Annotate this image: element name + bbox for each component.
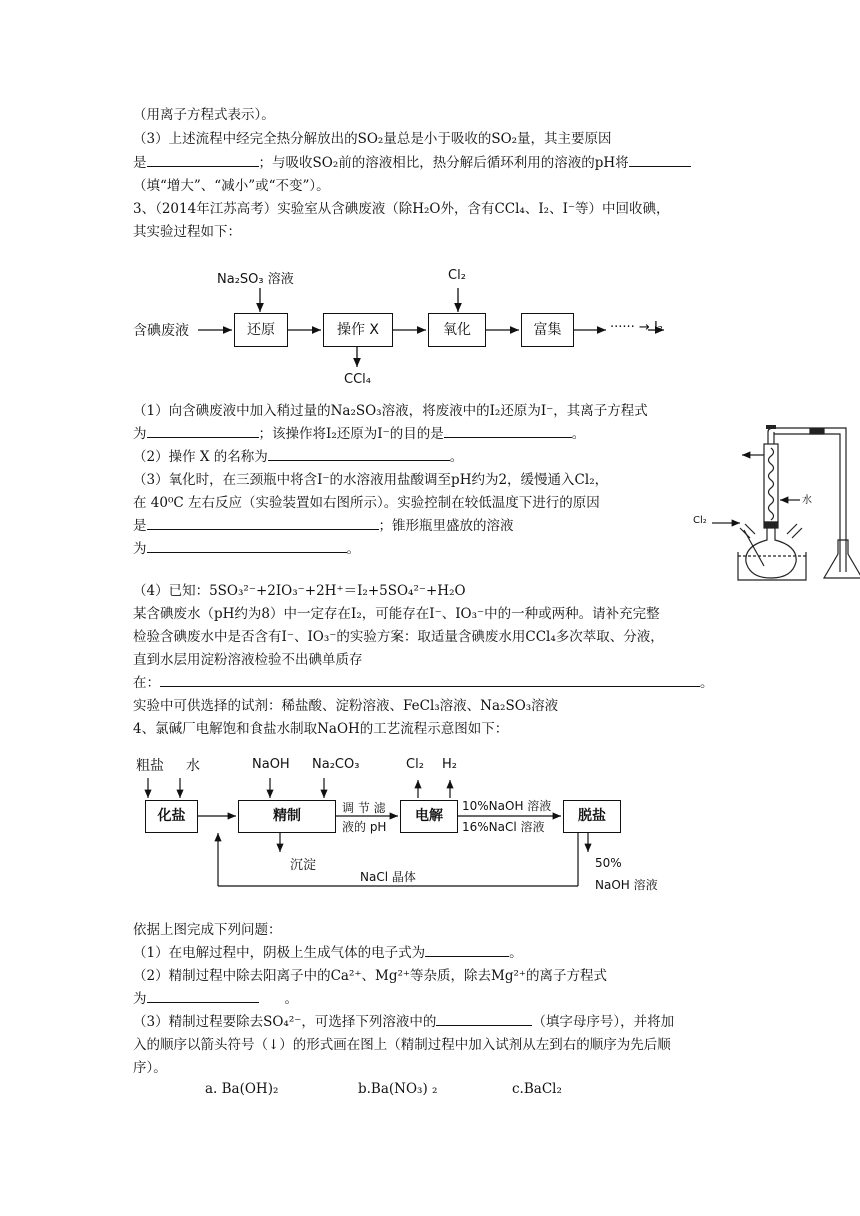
output-label: CCl₄ [344,372,371,387]
text-segment: 。 [284,991,298,1007]
gas-label: H₂ [442,757,457,772]
text-line: 入的顺序以箭头符号（↓）的形式画在图上（精制过程中加入试剂从左到右的顺序为先后顺 [133,1037,671,1053]
text-line: （1）向含碘废液中加入稍过量的Na₂SO₃溶液，将废液中的I₂还原为I⁻，其离子方程式 [133,403,648,419]
stream-label: 16%NaCl 溶液 [462,820,545,834]
text-segment: 是 [133,155,147,171]
text-segment: ；与吸收SO₂前的溶液相比，热分解后循环利用的溶液的pH将 [258,155,629,171]
flow-start: 含碘废液 [133,323,189,339]
water-label: 水 [802,495,812,506]
adjust-label: 液的 pH [342,820,387,834]
text-segment: 为 [133,426,147,442]
adjust-label: 调 节 滤 [342,801,386,815]
text-segment: 为 [133,541,147,557]
flow-end: ······ → I₂ [610,320,663,335]
flow-box-electrolysis: 电解 [400,800,458,833]
precipitate-label: 沉淀 [290,858,317,873]
text-line: 序）。 [133,1060,167,1076]
text-line [133,942,523,964]
text-line: （3）上述流程中经完全热分解放出的SO₂量总是小于吸收的SO₂量，其主要原因 [133,131,612,147]
text-segment: 。 [449,449,464,465]
product-label: 50% [595,856,622,870]
text-segment: 为 [133,991,147,1007]
text-segment: 。 [509,945,523,961]
answer-blank[interactable] [147,988,259,1003]
option-a: a. Ba(OH)₂ [205,1081,279,1097]
text-line: 实验中可供选择的试剂：稀盐酸、淀粉溶液、FeCl₃溶液、Na₂SO₃溶液 [133,698,559,714]
input-label: 粗盐 [136,758,164,774]
stream-label: 10%NaOH 溶液 [462,799,552,813]
text-segment: （3）精制过程要除去SO₄²⁻，可选择下列溶液中的 [133,1014,437,1030]
text-line [133,988,298,1010]
text-segment: 。 [346,541,360,557]
text-segment: （1）在电解过程中，阴极上生成气体的电子式为 [133,945,426,961]
cl2-label: Cl₂ [693,515,707,526]
reagent-label: NaOH [252,757,290,772]
flow-box-oxidize: 氧化 [428,313,486,347]
question-3-title: 3、（2014年江苏高考）实验室从含碘废液（除H₂O外，含有CCl₄、I₂、I⁻等）中回收碘， [133,201,670,217]
flow-box-reduce: 还原 [234,313,288,347]
product-label: NaOH 溶液 [595,878,658,892]
flow-box-refine: 精制 [238,800,336,833]
text-line: 某含碘废水（pH约为8）中一定存在I₂，可能存在I⁻、IO₃⁻中的一种或两种。请补充完整 [133,606,660,622]
text-line: （用离子方程式表示）。 [133,107,275,123]
text-line: 直到水层用淀粉溶液检验不出碘单质存 [133,652,363,668]
text-line: （4）已知：5SO₃²⁻+2IO₃⁻+2H⁺＝I₂+5SO₄²⁻+H₂O [133,583,466,599]
recycle-label: NaCl 晶体 [360,870,416,884]
text-line: （2）精制过程中除去阳离子中的Ca²⁺、Mg²⁺等杂质，除去Mg²⁺的离子方程式 [133,968,608,984]
gas-label: Cl₂ [406,757,424,772]
text-line: 依据上图完成下列问题： [133,922,282,938]
text-line: 检验含碘废水中是否含有I⁻、IO₃⁻的实验方案：取适量含碘废水用CCl₄多次萃取、分液， [133,629,664,645]
reagent-label: Na₂CO₃ [312,757,360,772]
text-line: （填“增大”、“减小”或“不变”）。 [133,178,330,194]
text-line: 在 40⁰C 左右反应（实验装置如右图所示）。实验控制在较低温度下进行的原因 [133,495,600,511]
text-segment: 在： [133,675,160,691]
text-segment: （填字母序号），并将加 [532,1014,675,1030]
option-b: b.Ba(NO₃) ₂ [358,1081,438,1097]
input-label: 水 [186,758,200,774]
reagent-label: Cl₂ [448,268,466,283]
reagent-label: Na₂SO₃ 溶液 [217,272,294,287]
text-line: （3）氧化时，在三颈瓶中将含I⁻的水溶液用盐酸调至pH约为2，缓慢通入Cl₂， [133,472,609,488]
flow-box-desalt: 脱盐 [563,800,621,833]
answer-blank[interactable] [425,942,509,957]
option-c: c.BaCl₂ [512,1081,562,1097]
flow-box-dissolve: 化盐 [145,800,198,833]
text-segment: ；锥形瓶里盛放的溶液 [378,518,514,534]
flow-box-enrich: 富集 [521,313,574,347]
text-segment: 。 [700,675,714,691]
text-segment: 是 [133,518,147,534]
text-line: 其实验过程如下： [133,224,241,240]
text-segment: （2）操作 X 的名称为 [133,449,268,465]
answer-blank[interactable] [436,1011,532,1026]
text-segment: ；该操作将I₂还原为I⁻的目的是 [258,426,444,442]
text-line [133,1011,674,1033]
question-4-title: 4、氯碱厂电解饱和食盐水制取NaOH的工艺流程示意图如下： [133,721,509,737]
flow-box-operation-x: 操作 X [323,313,393,347]
text-segment: 。 [571,426,586,442]
